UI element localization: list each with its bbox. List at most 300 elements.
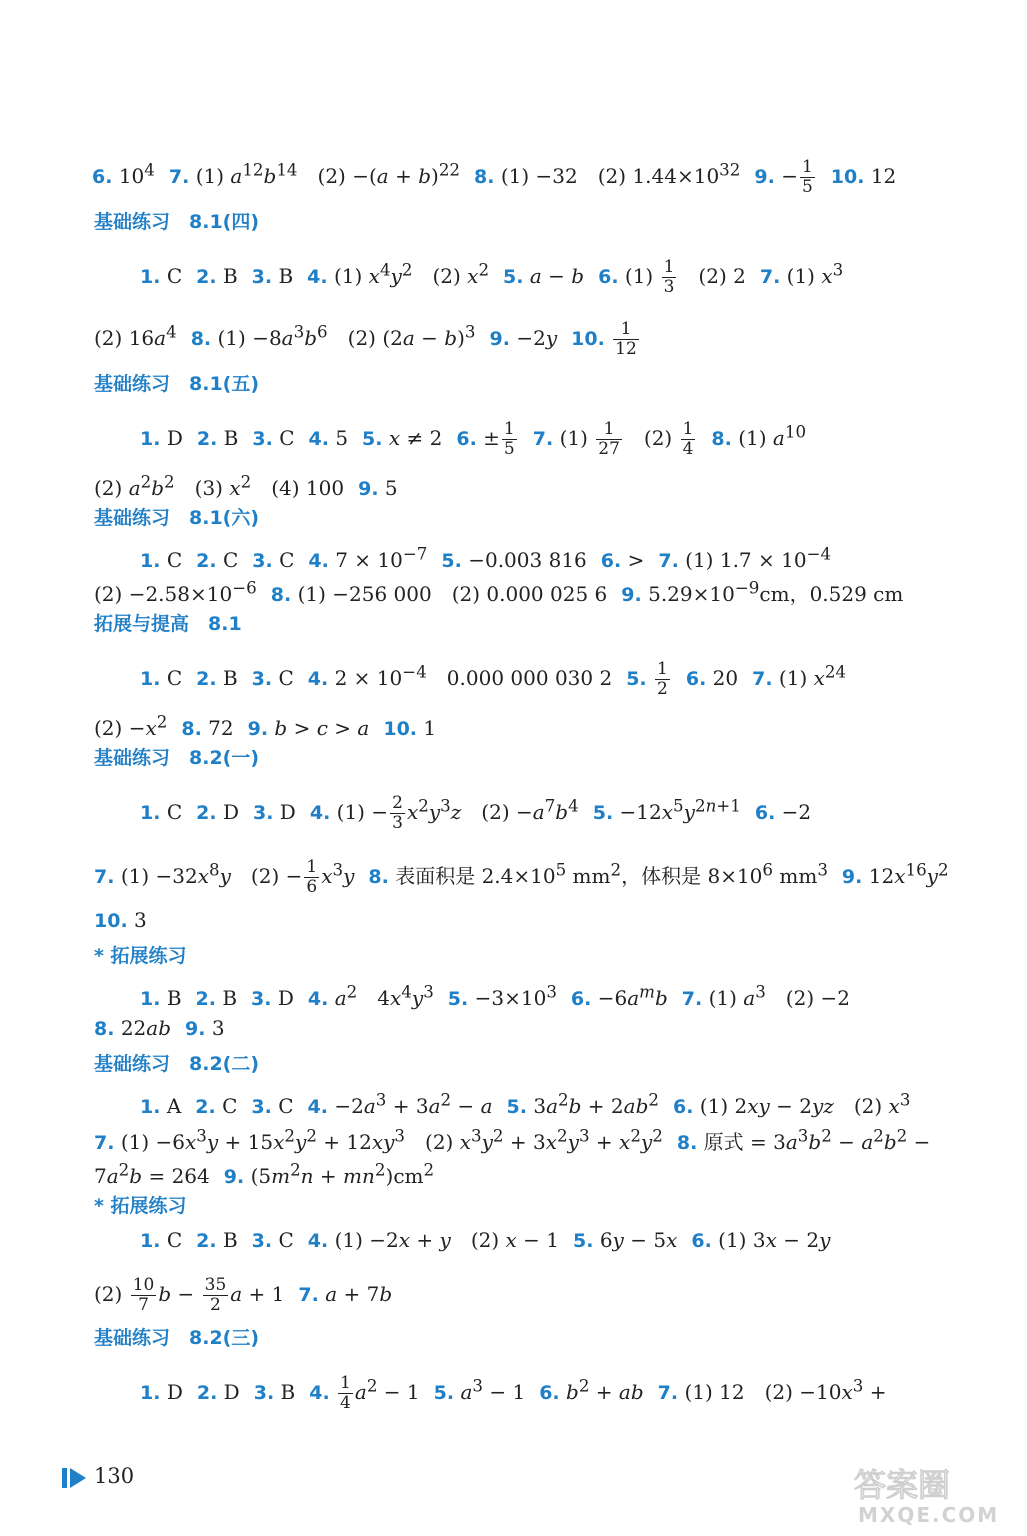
- answer-item: [307, 1090, 493, 1118]
- question-number: 4.: [307, 1230, 329, 1252]
- answer-line: [140, 258, 843, 297]
- answer-item: [433, 1376, 526, 1404]
- question-number: 6.: [691, 1230, 712, 1252]
- answer-text: C: [278, 1228, 294, 1252]
- answer-item: [309, 426, 349, 450]
- answer-line: [140, 794, 811, 833]
- answer-item: [754, 157, 816, 197]
- answer-text: B: [222, 985, 238, 1010]
- answer-item: [94, 1160, 210, 1188]
- answer-text: D: [223, 1380, 240, 1404]
- answer-line: [94, 1016, 225, 1041]
- answer-item: [271, 582, 608, 606]
- question-number: 9.: [489, 328, 510, 350]
- answer-item: [686, 666, 738, 690]
- answer-text: 6y − 5x: [599, 1228, 678, 1252]
- answer-text: $(1) -8a^3b^6$ (2) $(2a - b)^3$: [217, 322, 476, 350]
- answer-item: [140, 264, 182, 288]
- answer-item: [309, 1373, 420, 1413]
- answer-item: [140, 666, 182, 690]
- answer-text: (1) $a^{10}$: [738, 422, 807, 450]
- question-number: 9.: [358, 477, 379, 500]
- answer-item: [503, 264, 584, 288]
- question-number: 8.: [190, 328, 212, 350]
- answer-text: D: [166, 426, 183, 450]
- answer-item: [140, 1380, 183, 1404]
- answer-item: [248, 716, 370, 740]
- question-number: 10.: [383, 717, 418, 740]
- answer-item: [196, 666, 238, 690]
- answer-item: [168, 160, 461, 188]
- answer-text: C: [166, 1228, 183, 1252]
- answer-text: 22ab: [120, 1016, 171, 1040]
- answer-item: [621, 578, 904, 606]
- answer-item: [254, 1380, 296, 1404]
- question-number: 7.: [658, 549, 679, 572]
- answer-text: C: [166, 666, 183, 690]
- answer-line: [140, 1228, 830, 1253]
- answer-line: [94, 470, 398, 501]
- answer-text: D: [277, 985, 294, 1010]
- question-number: 8.: [711, 428, 732, 450]
- answer-text: $a^3 - 1$: [460, 1376, 526, 1404]
- answer-item: [307, 982, 434, 1010]
- question-number: 6.: [598, 266, 619, 288]
- answer-text: >: [627, 547, 645, 572]
- answer-text: (2) $a^2b^2$ (3) $x^2$ (4) 100: [94, 472, 345, 500]
- answer-text: $(2) -x^2$: [94, 712, 168, 740]
- answer-item: [181, 716, 233, 740]
- answer-line: [94, 1124, 930, 1155]
- question-number: 5.: [503, 266, 524, 288]
- answer-line: [94, 858, 949, 897]
- answer-item: [253, 800, 296, 824]
- answer-item: [755, 800, 811, 824]
- question-number: 10.: [830, 166, 865, 188]
- question-number: 6.: [92, 166, 113, 188]
- answer-text: − $\frac{1}{5}$: [781, 157, 813, 197]
- question-number: 2.: [196, 549, 217, 572]
- answer-item: [657, 1376, 887, 1404]
- section-heading: 基础练习 8.1(五): [94, 373, 260, 395]
- answer-text: B: [280, 1380, 296, 1404]
- answer-text: 5: [384, 475, 398, 500]
- answer-text: $5.29\times 10^{-9}cm$，0.529 cm: [648, 578, 904, 606]
- question-number: 3.: [253, 1382, 275, 1404]
- answer-item: [94, 322, 177, 350]
- question-number: 4.: [309, 1382, 330, 1404]
- answer-item: [308, 1228, 559, 1252]
- question-number: 1.: [140, 1382, 161, 1404]
- question-number: 9.: [223, 1165, 245, 1188]
- answer-text: $(5m^2n + mn^2)cm^2$: [250, 1160, 435, 1188]
- answer-text: (1) −256 000 (2) 0.000 025 6: [297, 581, 608, 606]
- question-number: 10.: [94, 910, 128, 932]
- answer-item: [626, 659, 672, 699]
- answer-item: [196, 264, 238, 288]
- answer-text: B: [223, 426, 239, 450]
- answer-text: C: [279, 426, 295, 450]
- answer-item: [601, 548, 645, 572]
- answer-line: [140, 420, 806, 459]
- question-number: 1.: [140, 987, 161, 1010]
- answer-item: [252, 1228, 294, 1252]
- answer-item: [456, 419, 518, 459]
- answer-item: [447, 982, 557, 1010]
- answer-item: [573, 1228, 677, 1252]
- answer-text: $10^4$: [118, 160, 155, 188]
- answer-text: a + 7b: [325, 1282, 393, 1306]
- answer-text: $-3\times 10^3$: [474, 982, 557, 1010]
- answer-text: (2) $16a^4$: [94, 322, 177, 350]
- answer-item: [672, 1090, 911, 1118]
- question-number: 2.: [196, 428, 218, 450]
- question-number: 3.: [252, 802, 274, 824]
- answer-text: $(1) -32x^8y$ (2) − $\frac{1}{6}$ $x^3y$: [120, 857, 355, 897]
- question-number: 3.: [252, 549, 273, 572]
- answer-text: $12x^{16}y^2$: [868, 860, 949, 888]
- answer-item: [251, 1094, 293, 1118]
- question-number: 3.: [252, 428, 273, 450]
- answer-item: [140, 548, 182, 572]
- answer-line: [94, 576, 903, 607]
- section-heading: 基础练习 8.1(四): [94, 211, 260, 233]
- answer-item: [441, 548, 586, 572]
- question-number: 4.: [307, 987, 329, 1010]
- answer-item: [539, 1376, 644, 1404]
- answer-line: [140, 980, 850, 1011]
- question-number: 6.: [600, 549, 622, 572]
- question-number: 8.: [270, 583, 292, 606]
- answer-item: [691, 1228, 830, 1252]
- answer-text: $\frac{1}{4}$ $a^2 - 1$: [340, 1373, 420, 1413]
- answer-item: [140, 1228, 182, 1252]
- answer-text: $7 \times 10^{-7}$: [335, 544, 428, 572]
- answer-item: [190, 322, 476, 350]
- answer-item: [308, 544, 428, 572]
- answer-text: (1) $1.7 \times 10^{-4}$: [685, 544, 832, 572]
- answer-item: [140, 986, 182, 1010]
- answer-text: C: [166, 800, 183, 824]
- question-number: 6.: [685, 668, 707, 690]
- question-number: 5.: [441, 549, 462, 572]
- question-number: 6.: [456, 428, 477, 450]
- answer-text: (1) $a^{12}b^{14}$ $(2) -(a + b)^{22}$: [195, 160, 461, 188]
- answer-text: C: [278, 1093, 294, 1118]
- question-number: 6.: [539, 1382, 560, 1404]
- answer-text: (1) $x^4y^2$ (2) $x^2$: [333, 260, 490, 288]
- answer-text: 原式 = $3a^3b^2 - a^2b^2$ −: [703, 1126, 931, 1154]
- answer-item: [598, 257, 746, 297]
- answer-text: (1) 2xy − 2yz (2) $x^3$: [699, 1090, 911, 1118]
- answer-item: [94, 857, 355, 897]
- question-number: 2.: [196, 266, 217, 288]
- answer-text: A: [166, 1093, 182, 1118]
- answer-item: [94, 472, 345, 500]
- answer-line: [94, 320, 641, 359]
- page-footer: [62, 1464, 134, 1488]
- question-number: 6.: [672, 1095, 694, 1118]
- section-heading: 拓展与提高 8.1: [94, 613, 242, 635]
- answer-text: ± $\frac{1}{5}$: [483, 419, 515, 459]
- answer-item: [223, 1160, 435, 1188]
- answer-text: B: [222, 1228, 238, 1252]
- answer-line: [140, 660, 846, 699]
- answer-text: (1) −2x + y (2) x − 1: [334, 1228, 559, 1252]
- question-number: 1.: [140, 1095, 161, 1118]
- answer-line: [140, 542, 831, 573]
- answer-text: (1) $x^3$: [786, 260, 844, 288]
- answer-text: 3: [211, 1016, 225, 1040]
- answer-text: C: [279, 547, 295, 572]
- question-number: 9.: [247, 717, 269, 740]
- question-number: 1.: [140, 428, 161, 450]
- answer-text: $-12x^5y^{2n+1}$: [619, 796, 741, 824]
- answer-text: 5: [335, 426, 349, 450]
- question-number: 9.: [621, 583, 642, 606]
- question-number: 1.: [140, 802, 161, 824]
- answer-item: [94, 1275, 285, 1315]
- question-number: 9.: [754, 166, 775, 188]
- answer-text: B: [278, 264, 294, 288]
- answer-text: 72: [208, 715, 234, 740]
- question-number: 8.: [94, 1018, 115, 1040]
- answer-item: [358, 476, 398, 500]
- question-number: 1.: [140, 1230, 161, 1252]
- answer-item: [841, 860, 949, 888]
- answer-text: $\frac{1}{12}$: [615, 319, 637, 359]
- question-number: 4.: [307, 266, 328, 288]
- answer-item: [140, 1094, 181, 1118]
- answer-text: B: [166, 985, 182, 1010]
- answer-item: [711, 422, 807, 450]
- answer-line: [140, 1088, 910, 1119]
- answer-item: [197, 1380, 240, 1404]
- question-number: 1.: [140, 668, 161, 690]
- question-number: 7.: [657, 1382, 679, 1404]
- answer-item: [196, 986, 238, 1010]
- question-number: 3.: [251, 668, 273, 690]
- question-number: 2.: [195, 1095, 216, 1118]
- question-number: 7.: [94, 1131, 115, 1154]
- question-number: 2.: [196, 1382, 218, 1404]
- question-number: 1.: [140, 266, 161, 288]
- answer-text: (1) $x^{24}$: [778, 662, 847, 690]
- answer-text: C: [222, 1093, 238, 1118]
- answer-item: [676, 1126, 931, 1154]
- answer-item: [94, 1126, 663, 1154]
- answer-item: [307, 662, 613, 690]
- answer-text: (1) $a^3$ (2) −2: [708, 982, 850, 1010]
- question-number: 2.: [196, 802, 217, 824]
- answer-item: [592, 796, 741, 824]
- section-heading: 基础练习 8.2(一): [94, 747, 260, 769]
- question-number: 5.: [447, 987, 469, 1010]
- question-number: 5.: [626, 668, 647, 690]
- answer-item: [570, 982, 668, 1010]
- question-number: 7.: [298, 1284, 319, 1306]
- answer-item: [383, 716, 436, 740]
- answer-line: [92, 158, 896, 197]
- answer-item: [307, 260, 490, 288]
- answer-text: $(2) -2.58\times 10^{-6}$: [94, 578, 257, 606]
- answer-item: [252, 426, 294, 450]
- answer-text: $(1) -6x^3y + 15x^2y^2 + 12xy^3$ (2) $x^3y^2 + 3x^2y^3 + x^2y^2$: [120, 1126, 663, 1154]
- watermark-logo: [848, 1462, 1016, 1528]
- answer-text: 3: [134, 908, 147, 932]
- question-number: 3.: [251, 1230, 273, 1252]
- watermark-url-text: MXQE.COM: [858, 1503, 1000, 1527]
- answer-text: −2: [781, 800, 812, 824]
- question-number: 8.: [368, 866, 389, 888]
- answer-text: 1: [423, 715, 437, 740]
- question-number: 8.: [474, 166, 495, 188]
- answer-text: C: [278, 666, 294, 690]
- question-number: 7.: [681, 987, 703, 1010]
- answer-text: 表面积是 $2.4\times 10^5$ $mm^2$，体积是 $8\times 10^6$ $mm^3$: [395, 860, 828, 888]
- question-number: 5.: [433, 1382, 455, 1404]
- answer-line: [140, 1374, 887, 1413]
- question-number: 3.: [251, 1095, 272, 1118]
- answer-item: [140, 800, 182, 824]
- question-number: 4.: [307, 1095, 328, 1118]
- answer-text: (1) 12 $(2) -10x^3$ +: [684, 1376, 887, 1404]
- answer-item: [474, 160, 741, 188]
- question-number: 7.: [532, 428, 554, 450]
- question-number: 7.: [94, 866, 115, 888]
- question-number: 10.: [571, 328, 605, 350]
- answer-line: [94, 1158, 434, 1189]
- answer-item: [362, 426, 442, 450]
- answer-text: (2) $\frac{10}{7}$ b − $\frac{35}{2}$ a + 1: [94, 1275, 285, 1315]
- question-number: 1.: [140, 549, 161, 572]
- answer-text: $3a^2b + 2ab^2$: [533, 1090, 659, 1118]
- question-number: 4.: [308, 428, 329, 450]
- question-number: 6.: [754, 802, 776, 824]
- answer-text: 12: [870, 164, 897, 188]
- answer-item: [94, 712, 168, 740]
- answer-item: [94, 578, 257, 606]
- question-number: 3.: [251, 987, 272, 1010]
- section-heading: 基础练习 8.2(二): [94, 1053, 260, 1075]
- question-number: 3.: [251, 266, 273, 288]
- answer-text: D: [279, 800, 296, 824]
- question-number: 5.: [362, 428, 383, 450]
- answer-text: C: [222, 547, 239, 572]
- answer-text: D: [166, 1380, 183, 1404]
- answer-item: [185, 1016, 225, 1040]
- answer-text: b > c > a: [274, 715, 370, 740]
- watermark-logo-text: 答案圈: [854, 1466, 951, 1504]
- answer-item: [252, 548, 294, 572]
- answer-item: [94, 1016, 171, 1040]
- answer-item: [506, 1090, 659, 1118]
- section-heading: * 拓展练习: [94, 1195, 187, 1217]
- answer-text: −2y: [516, 326, 558, 350]
- answer-text: B: [222, 264, 238, 288]
- answer-text: $-2a^3 + 3a^2 - a$: [334, 1090, 493, 1118]
- answer-text: $2 \times 10^{-4}$ 0.000 000 030 2: [334, 662, 613, 690]
- section-heading: 基础练习 8.2(三): [94, 1327, 260, 1349]
- question-number: 2.: [196, 668, 217, 690]
- answer-text: (1) − $\frac{2}{3}$ $x^2y^3z$ $(2) -a^7b^4$: [336, 793, 579, 833]
- answer-line: [94, 710, 436, 741]
- answer-text: $7a^2b = 264$: [94, 1160, 210, 1188]
- answer-item: [752, 662, 847, 690]
- section-heading: 基础练习 8.1(六): [94, 507, 260, 529]
- answer-text: C: [166, 264, 183, 288]
- answer-text: C: [166, 547, 183, 572]
- answer-line: [94, 908, 147, 933]
- question-number: 8.: [676, 1131, 698, 1154]
- answer-item: [831, 164, 896, 188]
- question-number: 4.: [307, 668, 329, 690]
- answer-item: [196, 1228, 238, 1252]
- page-number: 130: [94, 1464, 135, 1488]
- answer-text: D: [222, 800, 239, 824]
- question-number: 5.: [506, 1095, 527, 1118]
- answer-item: [309, 793, 579, 833]
- answer-item: [196, 548, 238, 572]
- answer-item: [368, 860, 828, 888]
- answer-item: [298, 1282, 392, 1306]
- question-number: 2.: [195, 987, 216, 1010]
- answer-text: −0.003 816: [468, 547, 587, 572]
- question-number: 8.: [181, 717, 202, 740]
- answer-text: $\frac{1}{2}$: [657, 659, 668, 699]
- answer-text: 20: [712, 666, 739, 690]
- answer-item: [490, 326, 558, 350]
- answer-item: [252, 666, 294, 690]
- question-number: 5.: [573, 1230, 594, 1252]
- answer-item: [251, 986, 294, 1010]
- answer-item: [94, 908, 147, 932]
- answer-item: [140, 426, 183, 450]
- answer-text: (1) $\frac{1}{27}$ (2) $\frac{1}{4}$: [559, 419, 694, 459]
- question-number: 5.: [592, 802, 614, 824]
- answer-line: [94, 1276, 392, 1315]
- answer-text: (1) −32 (2) $1.44\times 10^{32}$: [500, 160, 741, 188]
- answer-text: B: [222, 666, 238, 690]
- page-marker-bar-icon: [62, 1468, 67, 1488]
- question-number: 4.: [308, 549, 329, 572]
- question-number: 9.: [185, 1018, 206, 1040]
- answer-text: x ≠ 2: [388, 426, 443, 450]
- answer-item: [759, 260, 844, 288]
- question-number: 7.: [759, 266, 781, 288]
- question-number: 2.: [196, 1230, 217, 1252]
- question-number: 4.: [309, 802, 331, 824]
- question-number: 9.: [841, 866, 863, 888]
- answer-item: [92, 160, 155, 188]
- answer-item: [197, 426, 239, 450]
- question-number: 6.: [570, 987, 592, 1010]
- question-number: 7.: [168, 166, 190, 188]
- answer-text: $-6a^mb$: [597, 982, 668, 1010]
- answer-text: (1) $\frac{1}{3}$ (2) 2: [624, 257, 746, 297]
- answer-item: [571, 319, 641, 359]
- answer-text: $a^2$ $4x^4y^3$: [334, 982, 434, 1010]
- answer-item: [681, 982, 850, 1010]
- question-number: 7.: [752, 668, 773, 690]
- answer-item: [532, 419, 698, 459]
- answer-text: $b^2$ + ab: [566, 1376, 644, 1404]
- answer-item: [252, 264, 294, 288]
- answer-text: a − b: [529, 264, 585, 288]
- answer-text: (1) 3x − 2y: [718, 1228, 831, 1252]
- page-marker-arrow-icon: [70, 1468, 86, 1488]
- answer-item: [196, 800, 239, 824]
